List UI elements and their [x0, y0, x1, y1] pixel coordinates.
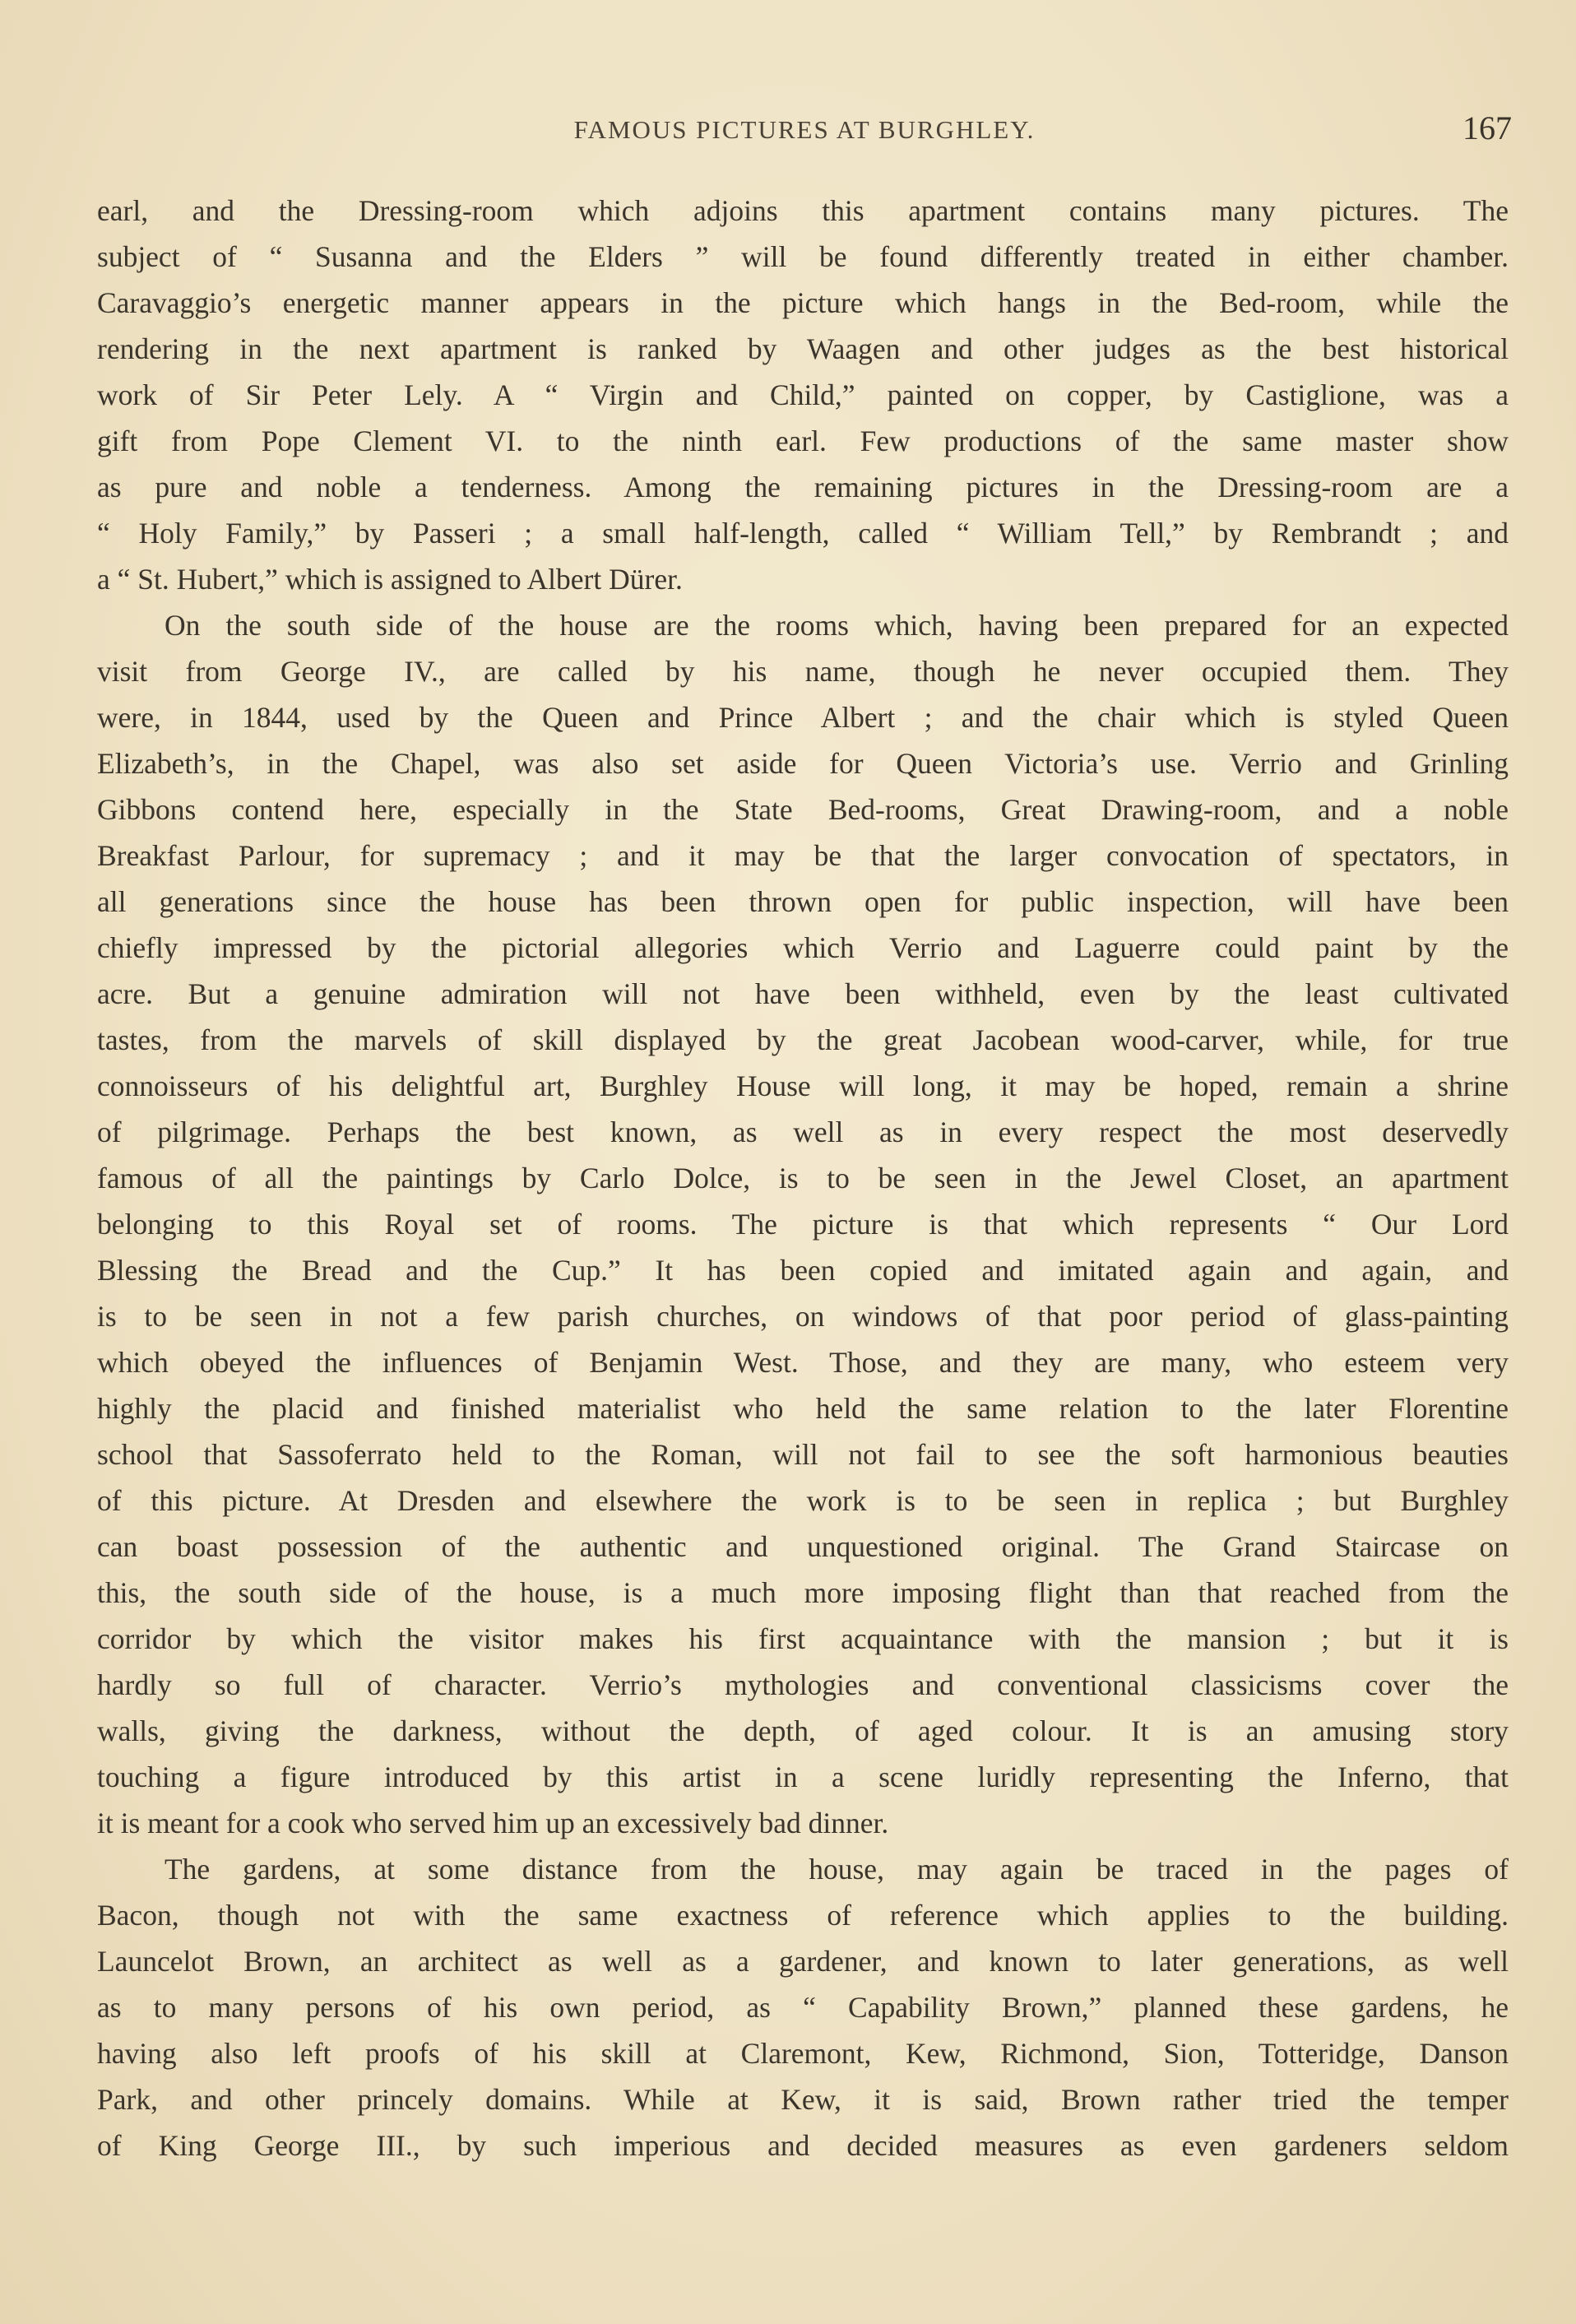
text-line: work of Sir Peter Lely. A “ Virgin and Child,” painted on copper, by Castiglione, was a — [97, 378, 1509, 411]
text-line: as pure and noble a tenderness. Among the remaining pictures in the Dressing-room are a — [97, 471, 1509, 503]
text-line: of pilgrimage. Perhaps the best known, as well as in every respect the most deservedly — [97, 1116, 1509, 1148]
text-line: were, in 1844, used by the Queen and Prince Albert ; and the chair which is styled Queen — [97, 701, 1509, 734]
text-line: having also left proofs of his skill at Claremont, Kew, Richmond, Sion, Totteridge, Danson — [97, 2037, 1509, 2070]
body-text — [97, 188, 1509, 2169]
text-line: The gardens, at some distance from the house, may again be traced in the pages of — [165, 1853, 1509, 1886]
paragraph — [97, 602, 1509, 1846]
page-header — [97, 97, 1512, 146]
text-line: corridor by which the visitor makes his first acquaintance with the mansion ; but it is — [97, 1622, 1509, 1655]
text-line: of King George III., by such imperious and decided measures as even gardeners seldom — [97, 2129, 1509, 2162]
text-line: of this picture. At Dresden and elsewhere the work is to be seen in replica ; but Burghley — [97, 1484, 1509, 1517]
text-line: all generations since the house has been thrown open for public inspection, will have been — [97, 885, 1509, 918]
text-line: Caravaggio’s energetic manner appears in the picture which hangs in the Bed-room, while the — [97, 286, 1509, 319]
text-line: Gibbons contend here, especially in the State Bed-rooms, Great Drawing-room, and a noble — [97, 793, 1509, 826]
text-line: earl, and the Dressing-room which adjoins this apartment contains many pictures. The — [97, 194, 1509, 227]
text-line: Bacon, though not with the same exactness of reference which applies to the building. — [97, 1899, 1509, 1932]
text-line: highly the placid and finished materialist who held the same relation to the later Florentine — [97, 1392, 1509, 1425]
text-line: which obeyed the influences of Benjamin West. Those, and they are many, who esteem very — [97, 1346, 1509, 1379]
text-line: Blessing the Bread and the Cup.” It has been copied and imitated again and again, and — [97, 1254, 1509, 1287]
text-line: school that Sassoferrato held to the Roman, will not fail to see the soft harmonious beauties — [97, 1438, 1509, 1471]
paragraph — [97, 188, 1509, 602]
running-title: FAMOUS PICTURES AT BURGHLEY. — [573, 115, 1036, 144]
text-line: gift from Pope Clement VI. to the ninth earl. Few productions of the same master show — [97, 424, 1509, 457]
text-line: walls, giving the darkness, without the depth, of aged colour. It is an amusing story — [97, 1714, 1509, 1747]
text-line: is to be seen in not a few parish churches, on windows of that poor period of glass-painting — [97, 1300, 1509, 1333]
text-line: tastes, from the marvels of skill displayed by the great Jacobean wood-carver, while, for true — [97, 1023, 1509, 1056]
text-line: it is meant for a cook who served him up an excessively bad dinner. — [97, 1807, 889, 1839]
text-line: as to many persons of his own period, as “ Capability Brown,” planned these gardens, he — [97, 1991, 1509, 2024]
text-line: acre. But a genuine admiration will not have been withheld, even by the least cultivated — [97, 977, 1509, 1010]
page-number: 167 — [1462, 109, 1512, 146]
text-line: hardly so full of character. Verrio’s mythologies and conventional classicisms cover the — [97, 1668, 1509, 1701]
text-line: touching a figure introduced by this artist in a scene luridly representing the Inferno, that — [97, 1760, 1509, 1793]
text-line: Park, and other princely domains. While at Kew, it is said, Brown rather tried the temper — [97, 2083, 1509, 2116]
text-line: “ Holy Family,” by Passeri ; a small half-length, called “ William Tell,” by Rembrandt ; and — [97, 517, 1509, 550]
text-line: rendering in the next apartment is ranked by Waagen and other judges as the best historical — [97, 332, 1509, 365]
text-line: chiefly impressed by the pictorial allegories which Verrio and Laguerre could paint by the — [97, 931, 1509, 964]
text-line: Breakfast Parlour, for supremacy ; and it may be that the larger convocation of spectators, in — [97, 839, 1509, 872]
text-line: a “ St. Hubert,” which is assigned to Albert Dürer. — [97, 563, 683, 596]
text-line: visit from George IV., are called by his name, though he never occupied them. They — [97, 655, 1509, 688]
text-line: subject of “ Susanna and the Elders ” will be found differently treated in either chamber. — [97, 240, 1509, 273]
text-line: Elizabeth’s, in the Chapel, was also set aside for Queen Victoria’s use. Verrio and Grinling — [97, 747, 1509, 780]
text-line: famous of all the paintings by Carlo Dolce, is to be seen in the Jewel Closet, an apartment — [97, 1162, 1509, 1194]
text-line: On the south side of the house are the rooms which, having been prepared for an expected — [165, 609, 1509, 642]
paragraph — [97, 1846, 1509, 2169]
text-line: belonging to this Royal set of rooms. The picture is that which represents “ Our Lord — [97, 1208, 1509, 1241]
text-line: connoisseurs of his delightful art, Burghley House will long, it may be hoped, remain a shrine — [97, 1069, 1509, 1102]
text-line: Launcelot Brown, an architect as well as a gardener, and known to later generations, as well — [97, 1945, 1509, 1978]
text-line: this, the south side of the house, is a much more imposing flight than that reached from the — [97, 1576, 1509, 1609]
text-line: can boast possession of the authentic and unquestioned original. The Grand Staircase on — [97, 1530, 1509, 1563]
